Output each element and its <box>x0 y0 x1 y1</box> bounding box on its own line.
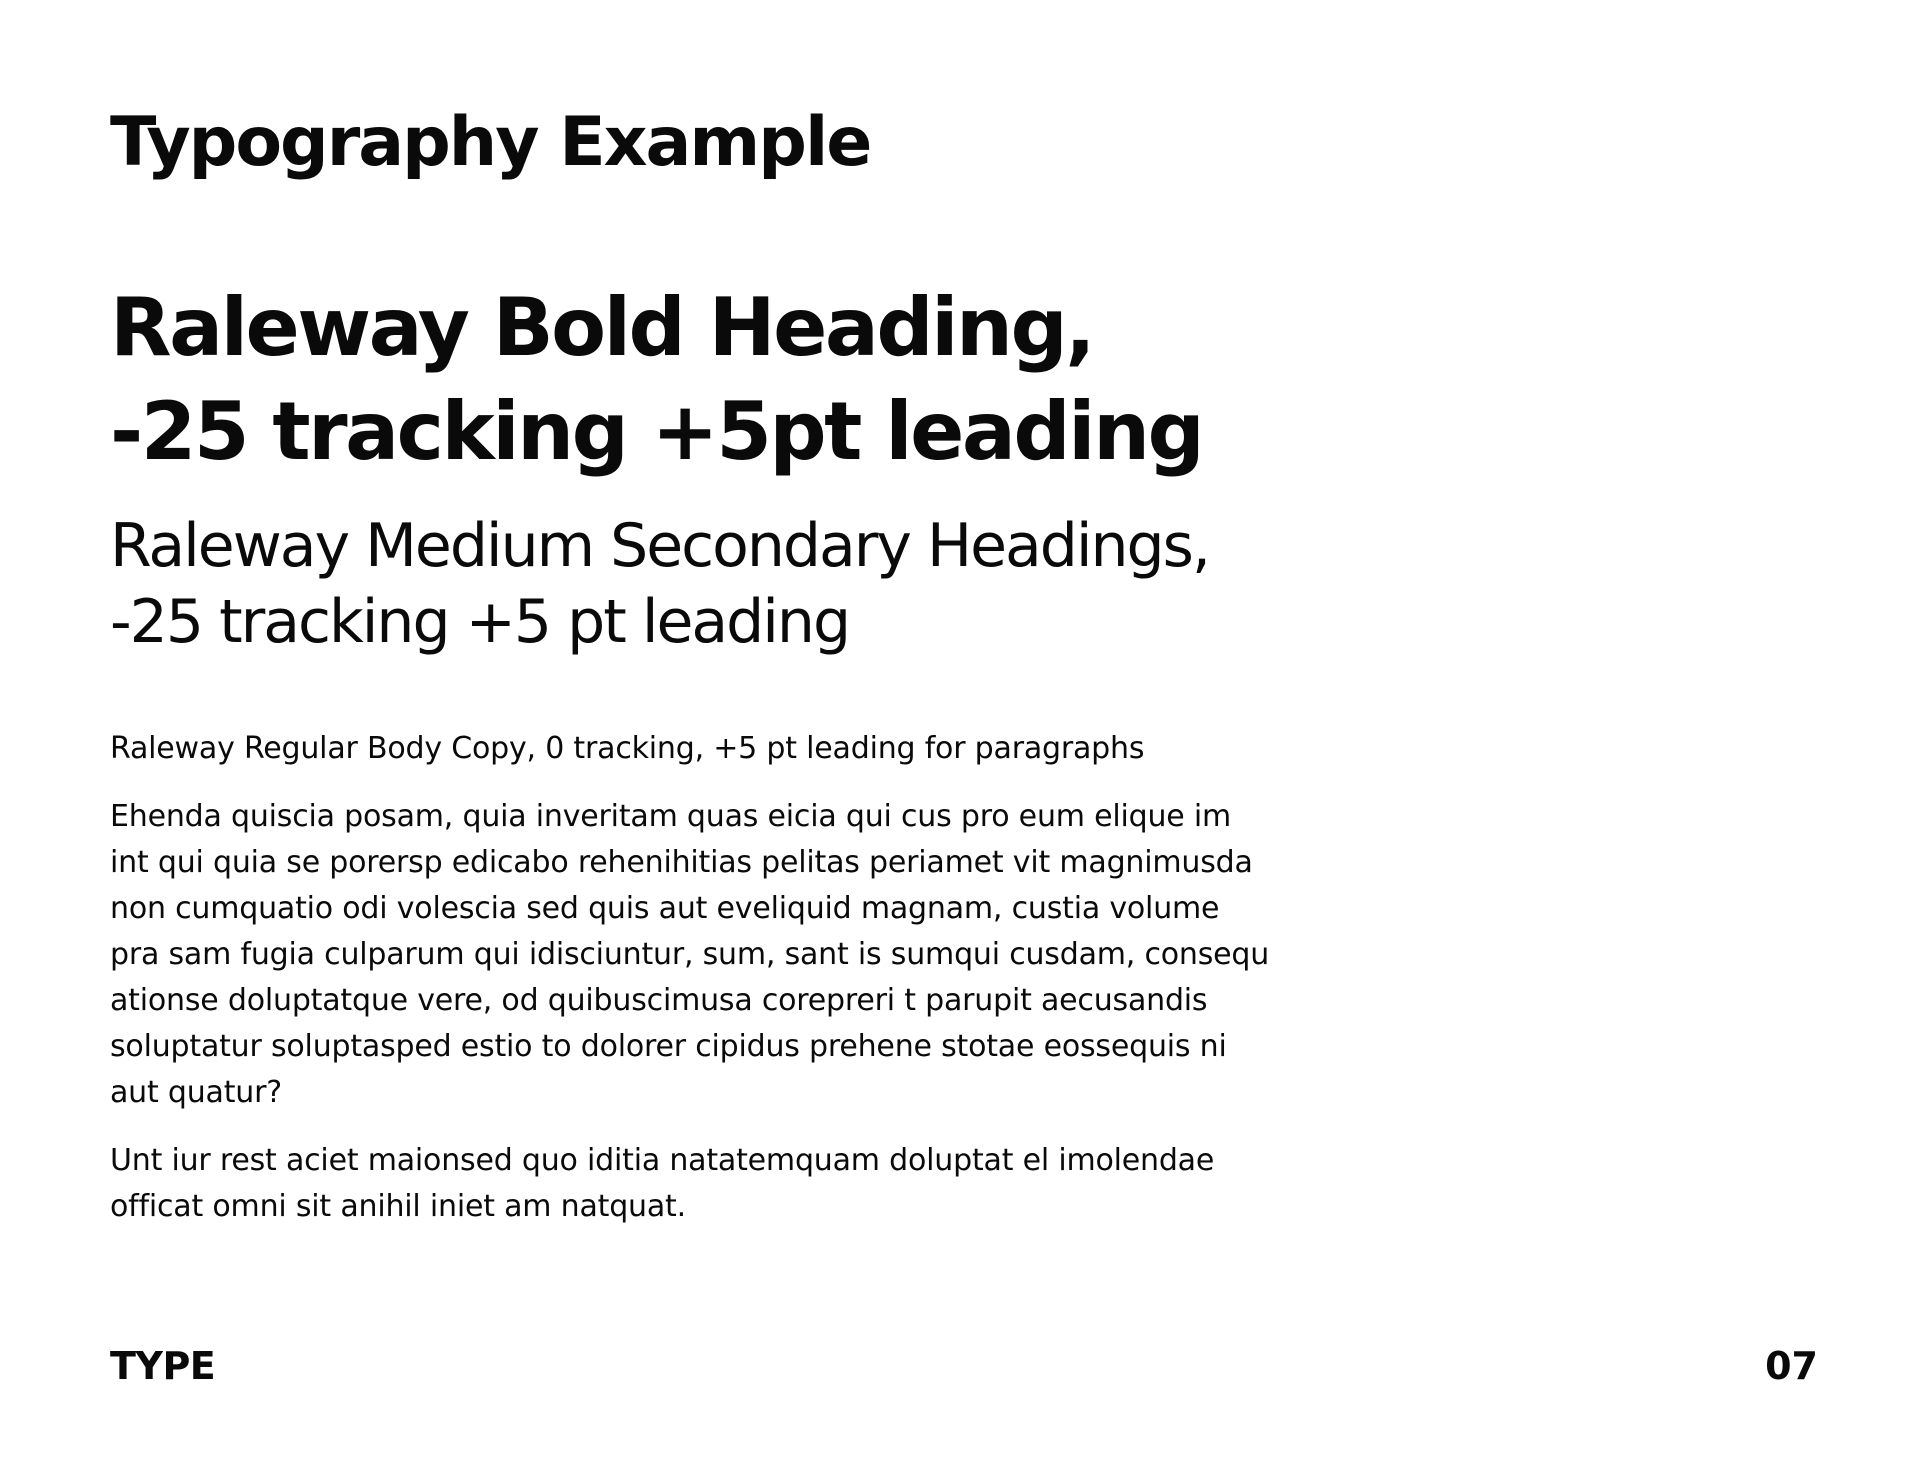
body-line: Unt iur rest aciet maionsed quo iditia natatemquam doluptat el imolendae <box>110 1143 1215 1178</box>
body-line: ationse doluptatque vere, od quibuscimusa corepreri t parupit aecusandis <box>110 983 1208 1018</box>
footer-page-number: 07 <box>1765 1344 1818 1388</box>
secondary-heading-sample <box>110 508 1209 660</box>
body-paragraph-1 <box>110 794 1370 1116</box>
footer-section-label: TYPE <box>110 1344 216 1388</box>
body-copy-sample <box>110 726 1370 1252</box>
body-line: pra sam fugia culparum qui idisciuntur, sum, sant is sumqui cusdam, consequ <box>110 937 1270 972</box>
secondary-heading-line: Raleway Medium Secondary Headings, <box>110 511 1209 581</box>
body-line: int qui quia se porersp edicabo rehenihitias pelitas periamet vit magnimusda <box>110 845 1253 880</box>
body-line: non cumquatio odi volescia sed quis aut eveliquid magnam, custia volume <box>110 891 1220 926</box>
body-line: officat omni sit anihil iniet am natquat. <box>110 1189 686 1224</box>
secondary-heading-line: -25 tracking +5 pt leading <box>110 587 850 657</box>
body-line: Ehenda quiscia posam, quia inveritam quas eicia qui cus pro eum elique im <box>110 799 1232 834</box>
body-line: soluptatur soluptasped estio to dolorer cipidus prehene stotae eossequis ni <box>110 1029 1227 1064</box>
primary-heading-line: -25 tracking +5pt leading <box>110 385 1203 478</box>
body-copy-intro <box>110 726 1370 772</box>
page-title: Typography Example <box>110 103 871 182</box>
body-line: Raleway Regular Body Copy, 0 tracking, +5 pt leading for paragraphs <box>110 731 1145 766</box>
primary-heading-sample <box>110 276 1202 484</box>
body-line: aut quatur? <box>110 1075 282 1110</box>
body-paragraph-2 <box>110 1138 1370 1230</box>
primary-heading-line: Raleway Bold Heading, <box>110 281 1094 374</box>
